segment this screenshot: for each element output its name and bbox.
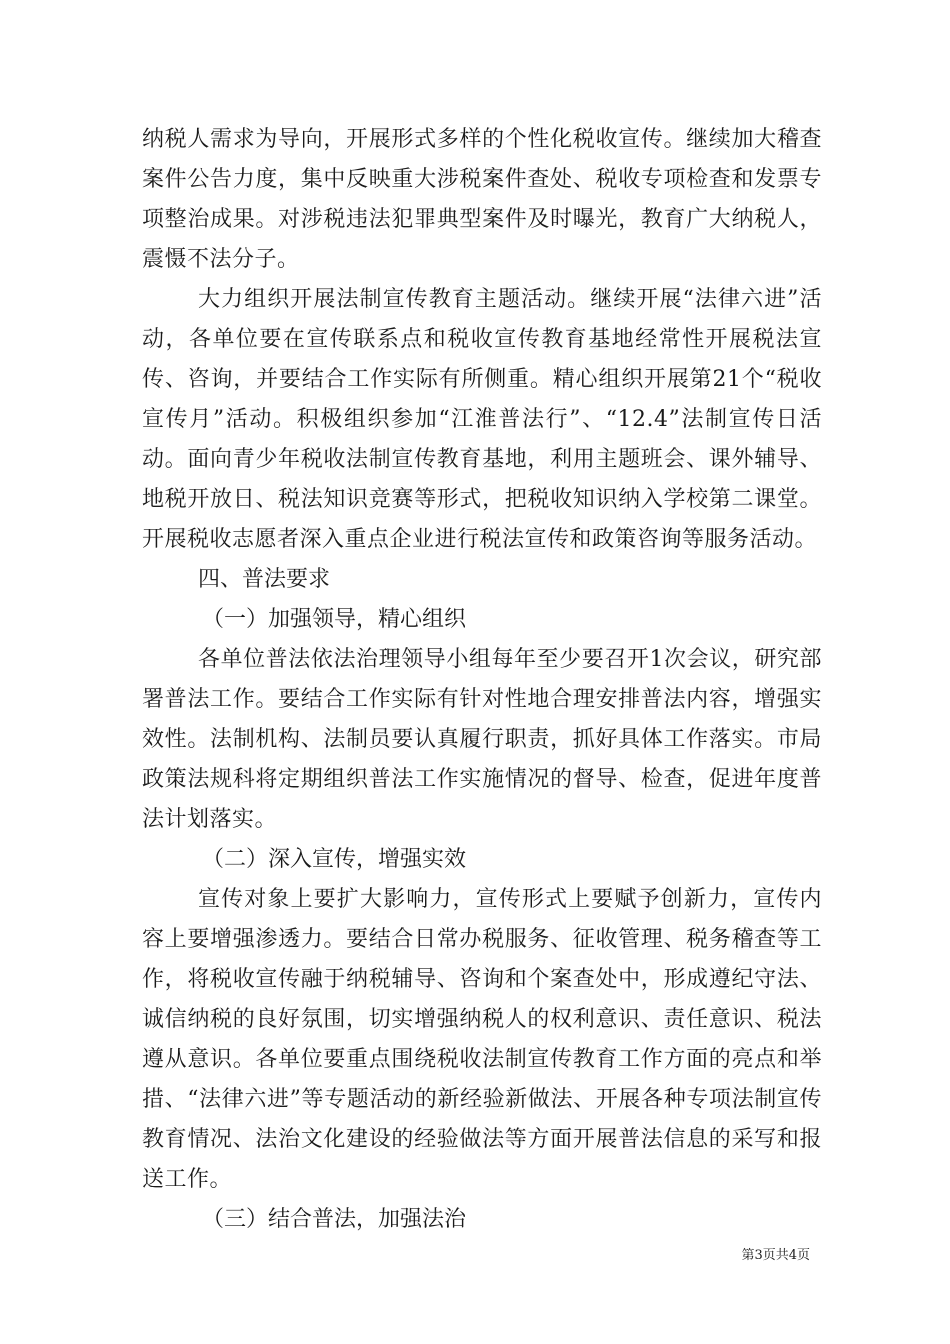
- page-number: 第3页共4页: [741, 1248, 810, 1263]
- paragraph-publicity: 宣传对象上要扩大影响力，宣传形式上要赋予创新力，宣传内容上要增强渗透力。要结合日常办税服务、征收管理、税务稽查等工作，将税收宣传融于纳税辅导、咨询和个案查处中，形成遵纪守法、诚信纳税的良好氛围，切实增强纳税人的权利意识、责任意识、税法遵从意识。各单位要重点围绕税收法制宣传教育工作方面的亮点和举措、“法律六进”等专题活动的新经验新做法、开展各种专项法制宣传教育情况、法治文化建设的经验做法等方面开展普法信息的采写和报送工作。: [142, 887, 822, 1192]
- paragraph-tax-publicity-continued: 纳税人需求为导向，开展形式多样的个性化税收宣传。继续加大稽查案件公告力度，集中反映重大涉税案件查处、税收专项检查和发票专项整治成果。对涉税违法犯罪典型案件及时曝光，教育广大纳税人，震慑不法分子。: [142, 127, 822, 272]
- document-body: [142, 120, 822, 1240]
- subheading-rule-of-law: （三）结合普法，加强法治: [202, 1207, 467, 1232]
- paragraph-themed-activities: 大力组织开展法制宣传教育主题活动。继续开展“法律六进”活动，各单位要在宣传联系点和税收宣传教育基地经常性开展税法宣传、咨询，并要结合工作实际有所侧重。精心组织开展第21个“税收宣传月”活动。积极组织参加“江淮普法行”、“12.4”法制宣传日活动。面向青少年税收法制宣传教育基地，利用主题班会、课外辅导、地税开放日、税法知识竞赛等形式，把税收知识纳入学校第二课堂。开展税收志愿者深入重点企业进行税法宣传和政策咨询等服务活动。: [142, 287, 822, 552]
- subheading-publicity: （二）深入宣传，增强实效: [202, 847, 467, 872]
- section-heading-requirements: 四、普法要求: [198, 567, 331, 592]
- paragraph-leadership: 各单位普法依法治理领导小组每年至少要召开1次会议，研究部署普法工作。要结合工作实际有针对性地合理安排普法内容，增强实效性。法制机构、法制员要认真履行职责，抓好具体工作落实。市局政策法规科将定期组织普法工作实施情况的督导、检查，促进年度普法计划落实。: [142, 647, 822, 832]
- subheading-leadership: （一）加强领导，精心组织: [202, 607, 467, 632]
